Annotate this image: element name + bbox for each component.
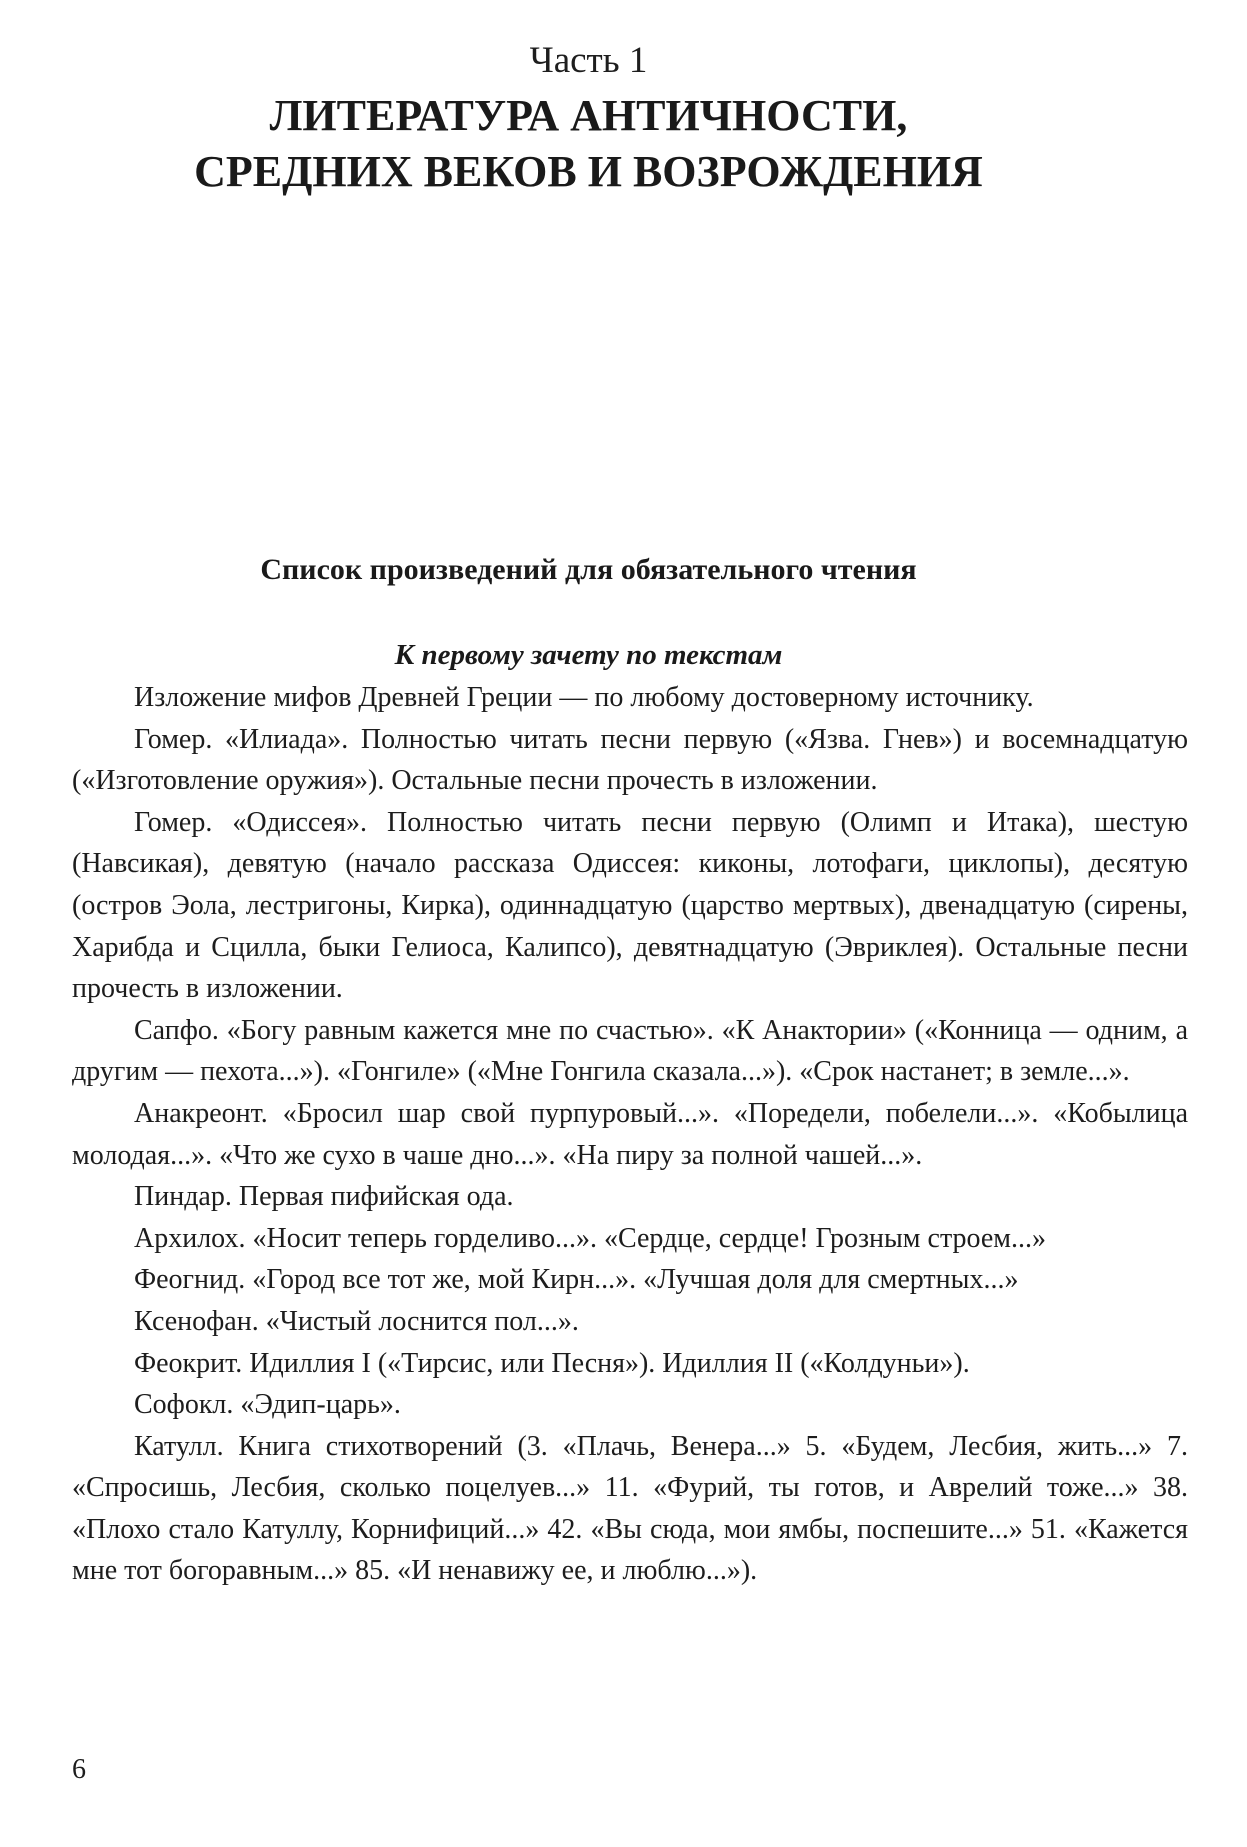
reading-list-heading: Список произведений для обязательного чтения xyxy=(260,553,917,586)
paragraph-sophocles: Софокл. «Эдип-царь». xyxy=(134,1389,401,1421)
first-test-subheading: К первому зачету по текстам xyxy=(394,639,783,671)
part-number: Часть 1 xyxy=(529,40,648,81)
part-title-line-1: ЛИТЕРАТУРА АНТИЧНОСТИ, xyxy=(269,91,908,140)
part-title-line-2: СРЕДНИХ ВЕКОВ И ВОЗРОЖДЕНИЯ xyxy=(194,147,983,196)
page-number: 6 xyxy=(72,1754,86,1785)
paragraph-sappho: Сапфо. «Богу равным кажется мне по счастью». «К Анактории» («Конница — одним, а другим — пехота...»). «Гонгиле» («Мне Гонгила сказала...»). «Срок настанет; в земле...». xyxy=(72,1014,1188,1088)
paragraph-anacreon: Анакреонт. «Бросил шар свой пурпуровый...». «Поредели, побелели...». «Кобылица молодая...». «Что же сухо в чаше дно...». «На пиру за полной чашей...». xyxy=(72,1097,1188,1171)
paragraph-greek-myths: Изложение мифов Древней Греции — по любому достоверному источнику. xyxy=(134,682,1034,713)
paragraph-xenophanes: Ксенофан. «Чистый лоснится пол...». xyxy=(134,1305,579,1337)
paragraph-pindar: Пиндар. Первая пифийская ода. xyxy=(134,1181,514,1213)
reading-list-body xyxy=(72,677,1188,1592)
paragraph-catullus: Катулл. Книга стихотворений (3. «Плачь, Венера...» 5. «Будем, Лесбия, жить...» 7. «Спросишь, Лесбия, сколько поцелуев...» 11. «Фурий, ты готов, и Аврелий тоже...» 38. «Плохо стало Катуллу, Корнифиций...» 42. «Вы сюда, мои ямбы, поспешите...» 51. «Кажется мне тот богоравным...» 85. «И ненавижу ее, и люблю...»). xyxy=(72,1430,1188,1587)
paragraph-theognis: Феогнид. «Город все тот же, мой Кирн...». «Лучшая доля для смертных...» xyxy=(134,1264,1019,1296)
part-title xyxy=(0,88,1177,200)
paragraph-archilochus: Архилох. «Носит теперь горделиво...». «Сердце, сердце! Грозным строем...» xyxy=(134,1222,1047,1254)
paragraph-homer-odyssey: Гомер. «Одиссея». Полностью читать песни первую (Олимп и Итака), шестую (Навсикая), девятую (начало рассказа Одиссея: киконы, лотофаги, циклопы), десятую (остров Эола, лестригоны, Кирка), одиннадцатую (царство мертвых), двенадцатую (сирены, Харибда и Сцилла, быки Гелиоса, Калипсо), девятнадцатую (Эвриклея). Остальные песни прочесть в изложении. xyxy=(72,806,1188,1005)
paragraph-theocritus: Феокрит. Идиллия I («Тирсис, или Песня»). Идиллия II («Колдуньи»). xyxy=(134,1347,970,1379)
paragraph-homer-iliad: Гомер. «Илиада». Полностью читать песни первую («Язва. Гнев») и восемнадцатую («Изготовление оружия»). Остальные песни прочесть в изложении. xyxy=(72,723,1188,797)
